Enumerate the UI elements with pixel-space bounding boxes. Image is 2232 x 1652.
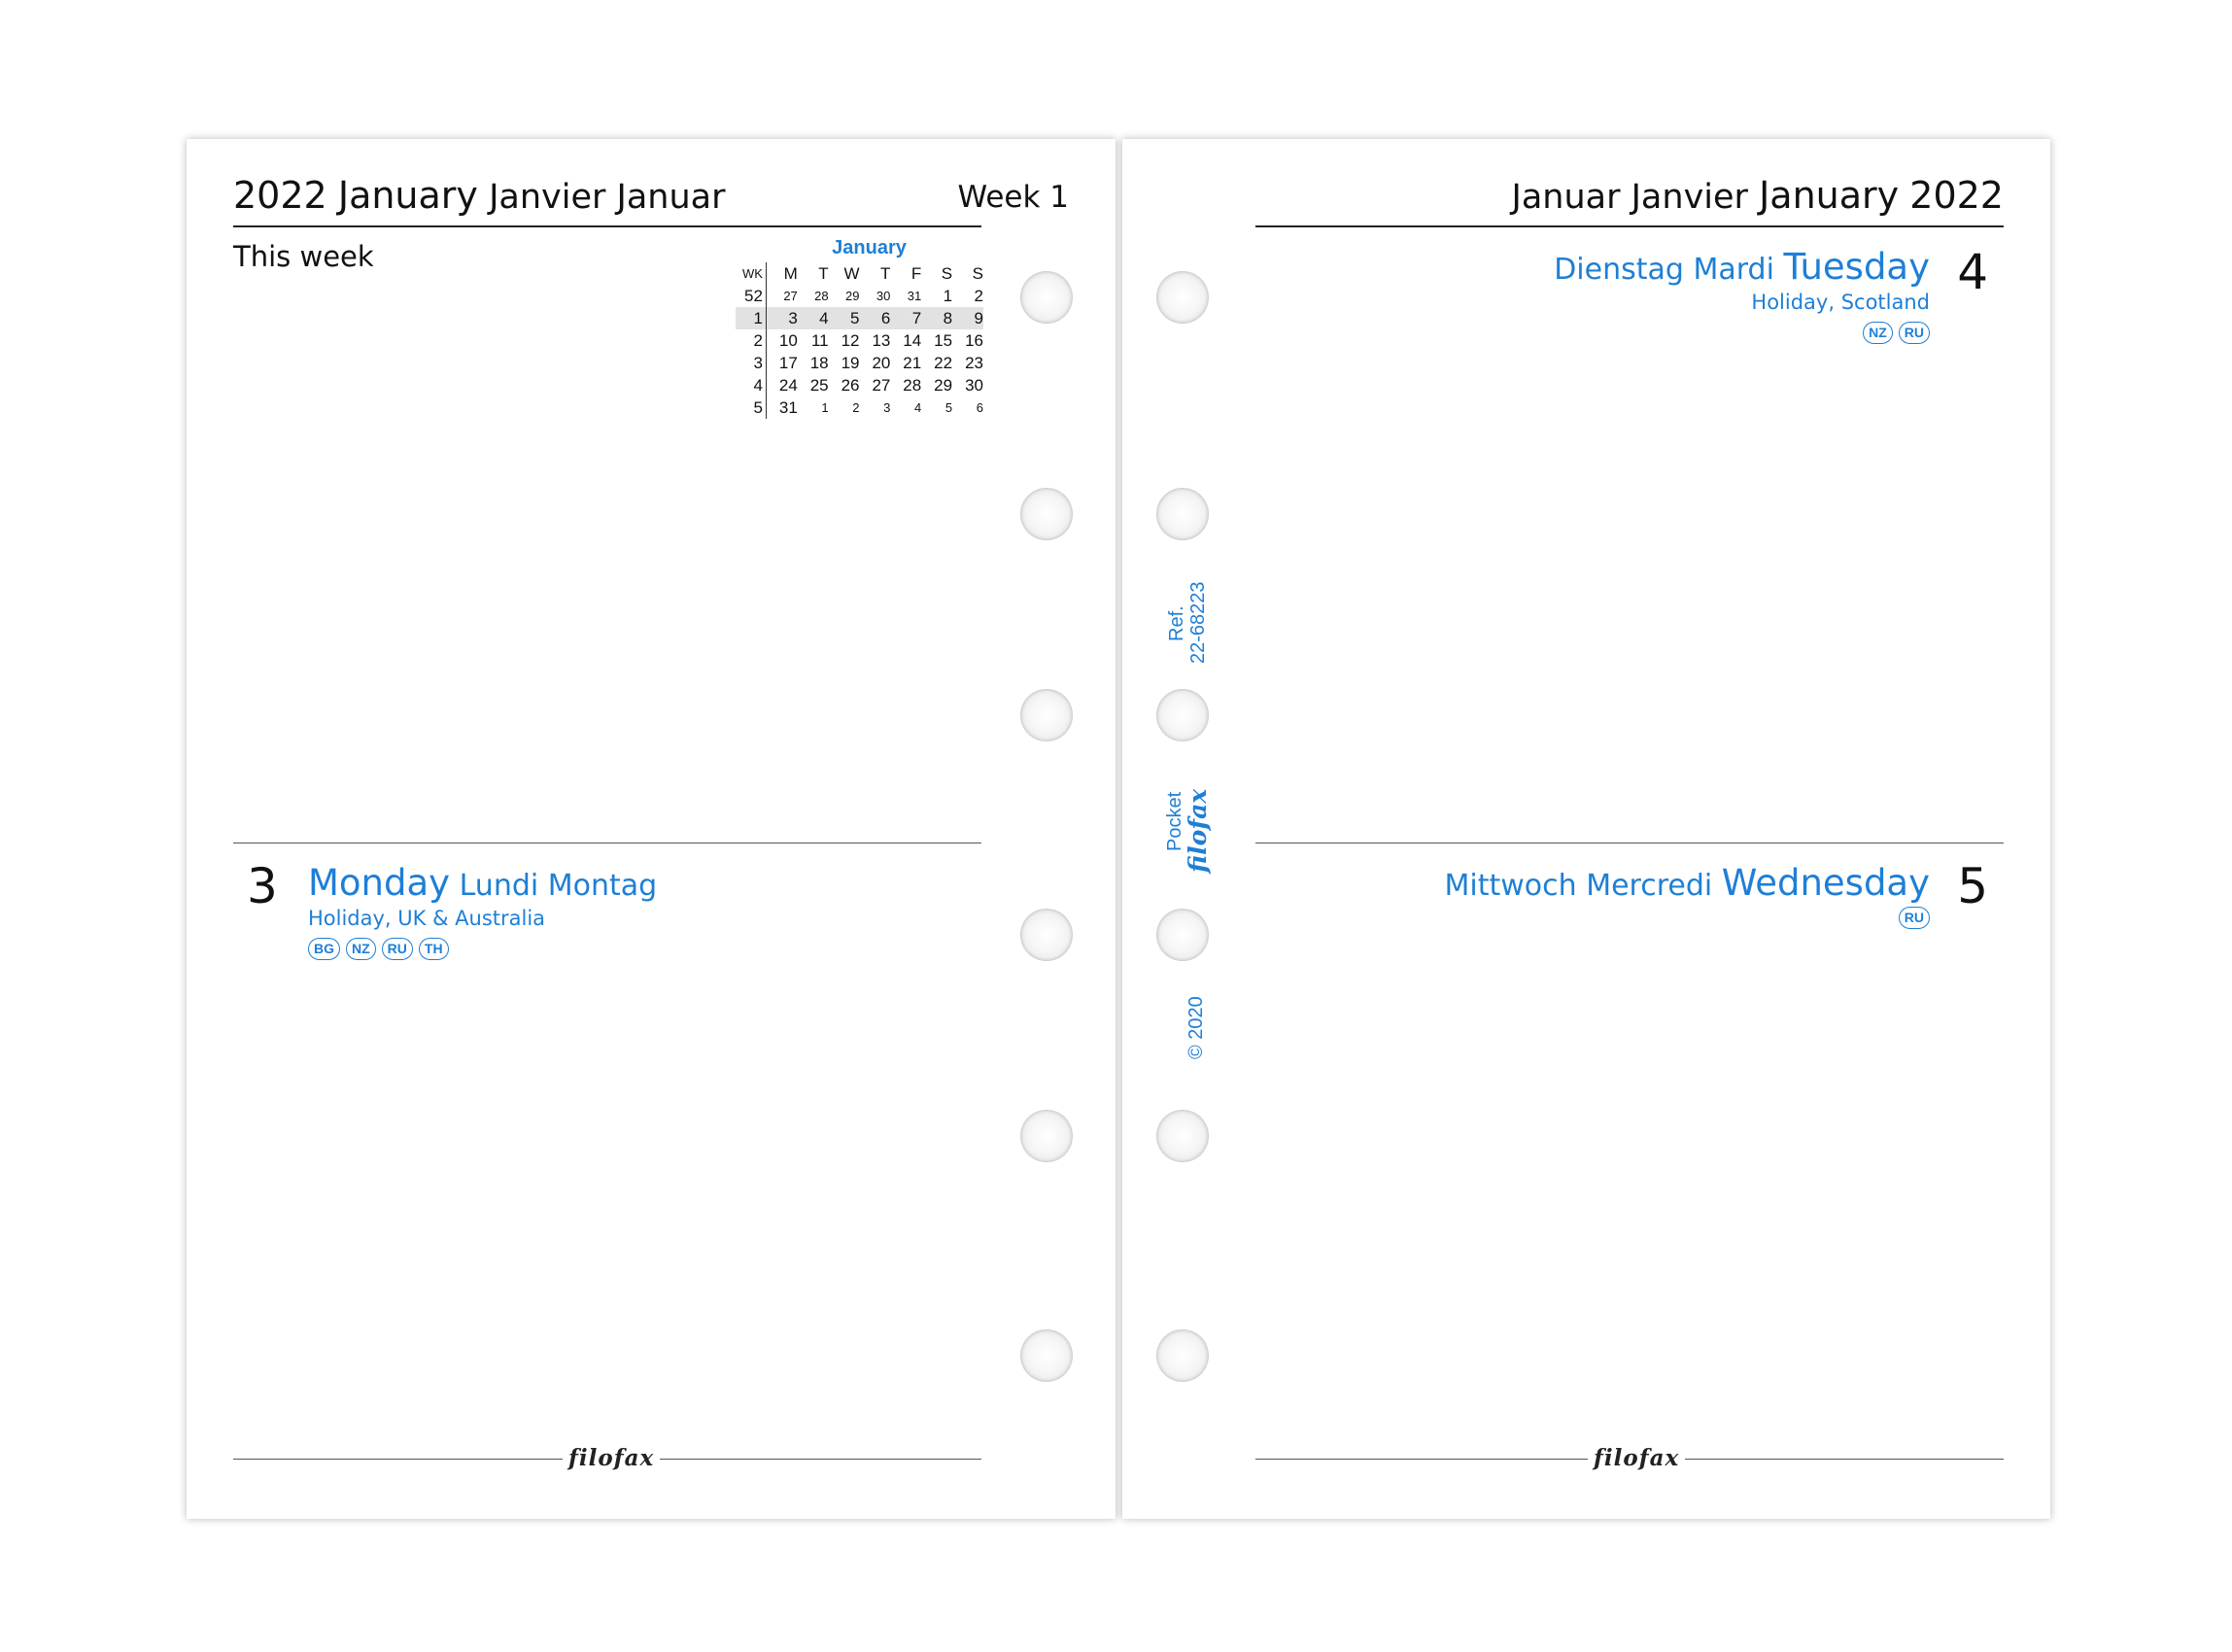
ref-label: Ref. (1166, 605, 1187, 641)
calendar-day: 2 (852, 400, 860, 415)
calendar-day: 1 (821, 400, 829, 415)
punch-hole (1020, 909, 1073, 961)
country-badges (1899, 907, 1930, 929)
calendar-day: 4 (913, 400, 922, 415)
holiday-note: Holiday, UK & Australia (308, 907, 546, 930)
day-name (308, 862, 657, 904)
title-month-en: January (337, 174, 478, 217)
punch-hole (1020, 689, 1073, 741)
calendar-day: 2 (974, 286, 983, 305)
calendar-day: 6 (976, 400, 983, 415)
week-number: 52 (736, 285, 766, 307)
left-page (187, 139, 1116, 1519)
calendar-day: 27 (872, 375, 891, 395)
day-name-en: Wednesday (1721, 862, 1930, 904)
calendar-day: 21 (903, 353, 922, 372)
week-number: 4 (736, 374, 766, 396)
this-week-label: This week (233, 240, 374, 273)
day-name-en: Monday (308, 862, 451, 904)
day-name-other: Mittwoch Mercredi (1444, 869, 1713, 903)
ref-code: 22-68223 (1187, 581, 1209, 664)
spine-filofax-logo: filofax (1184, 788, 1212, 873)
country-badges (1863, 322, 1930, 344)
weekday-header: M (783, 263, 798, 283)
calendar-day: 12 (841, 330, 860, 350)
weekday-header: F (910, 263, 922, 283)
punch-hole (1156, 271, 1209, 324)
header-rule (233, 225, 981, 227)
calendar-day: 30 (965, 375, 983, 395)
calendar-day: 4 (798, 307, 829, 329)
right-page-title (1512, 174, 2004, 217)
country-badge: RU (1899, 322, 1930, 344)
calendar-day: 15 (934, 330, 953, 350)
title-month-en: January (1759, 174, 1900, 217)
weekday-header: S (972, 263, 983, 283)
calendar-day: 27 (783, 289, 798, 303)
mini-calendar-week-row (736, 285, 983, 307)
calendar-day: 20 (872, 353, 891, 372)
day-name (1554, 246, 1930, 288)
country-badge: TH (419, 938, 449, 960)
week-column-header: WK (736, 262, 766, 285)
punch-hole (1020, 271, 1073, 324)
punch-hole (1156, 1329, 1209, 1382)
calendar-day: 28 (814, 289, 829, 303)
weekday-header: S (941, 263, 953, 283)
right-page (1122, 139, 2050, 1519)
day-name (1445, 862, 1930, 904)
mini-calendar-current-week-row (736, 307, 983, 329)
punch-hole (1020, 1329, 1073, 1382)
mini-calendar-week-row (736, 352, 983, 374)
calendar-day: 1 (943, 286, 953, 305)
title-year: 2022 (1909, 174, 2004, 217)
calendar-day: 30 (876, 289, 891, 303)
day-number: 5 (1957, 858, 1988, 914)
week-number: 2 (736, 329, 766, 352)
mini-calendar-header-row (736, 262, 983, 285)
pocket-label: Pocket (1164, 791, 1185, 851)
calendar-day: 31 (778, 397, 798, 417)
calendar-day: 29 (845, 289, 860, 303)
calendar-day: 28 (903, 375, 922, 395)
day-number: 4 (1957, 244, 1988, 300)
country-badge: RU (382, 938, 413, 960)
week-label: Week 1 (957, 180, 1069, 215)
mini-calendar-month: January (832, 237, 907, 258)
calendar-day: 19 (841, 353, 860, 372)
day-name-other: Dienstag Mardi (1554, 253, 1774, 287)
calendar-day: 3 (766, 307, 797, 329)
punch-hole (1156, 689, 1209, 741)
country-badges (308, 938, 449, 960)
calendar-day: 18 (809, 353, 829, 372)
calendar-day: 23 (965, 353, 983, 372)
filofax-logo: filofax (1588, 1445, 1685, 1471)
weekday-header: T (879, 263, 891, 283)
title-year: 2022 (233, 174, 327, 217)
title-month-other: Januar Janvier (1511, 178, 1748, 217)
calendar-day: 6 (860, 307, 891, 329)
header-rule (1255, 225, 2004, 227)
calendar-day: 14 (903, 330, 922, 350)
calendar-day: 10 (778, 330, 798, 350)
week-number: 3 (736, 352, 766, 374)
calendar-day: 9 (952, 307, 983, 329)
week-number: 1 (736, 307, 766, 329)
calendar-day: 13 (872, 330, 891, 350)
calendar-day: 3 (883, 400, 891, 415)
calendar-day: 29 (934, 375, 953, 395)
weekday-header: T (818, 263, 829, 283)
calendar-day: 22 (934, 353, 953, 372)
left-page-title (233, 174, 725, 217)
country-badge: NZ (1863, 322, 1893, 344)
day-name-en: Tuesday (1783, 246, 1930, 288)
calendar-day: 5 (944, 400, 953, 415)
country-badge: BG (308, 938, 340, 960)
mini-calendar-week-row (736, 329, 983, 352)
mini-calendar-week-row (736, 396, 983, 419)
weekday-header: W (843, 263, 860, 283)
punch-hole (1020, 488, 1073, 540)
punch-hole (1156, 1110, 1209, 1162)
calendar-day: 31 (907, 289, 922, 303)
calendar-day: 24 (778, 375, 798, 395)
calendar-day: 16 (965, 330, 983, 350)
country-badge: NZ (346, 938, 376, 960)
calendar-day: 25 (809, 375, 829, 395)
calendar-day: 8 (921, 307, 952, 329)
punch-hole (1156, 909, 1209, 961)
mini-calendar (736, 237, 983, 431)
day-name-other: Lundi Montag (459, 869, 658, 903)
country-badge: RU (1899, 907, 1930, 929)
punch-hole (1156, 488, 1209, 540)
week-number: 5 (736, 396, 766, 419)
calendar-day: 26 (841, 375, 860, 395)
calendar-day: 5 (829, 307, 860, 329)
title-month-other: Janvier Januar (489, 178, 726, 217)
copyright: © 2020 (1185, 996, 1207, 1059)
calendar-day: 7 (890, 307, 921, 329)
filofax-logo: filofax (563, 1445, 660, 1471)
mini-calendar-week-row (736, 374, 983, 396)
mini-calendar-grid (736, 262, 983, 419)
calendar-day: 17 (778, 353, 798, 372)
calendar-day: 11 (810, 330, 829, 350)
punch-hole (1020, 1110, 1073, 1162)
holiday-note: Holiday, Scotland (1751, 291, 1930, 314)
day-number: 3 (247, 858, 278, 914)
